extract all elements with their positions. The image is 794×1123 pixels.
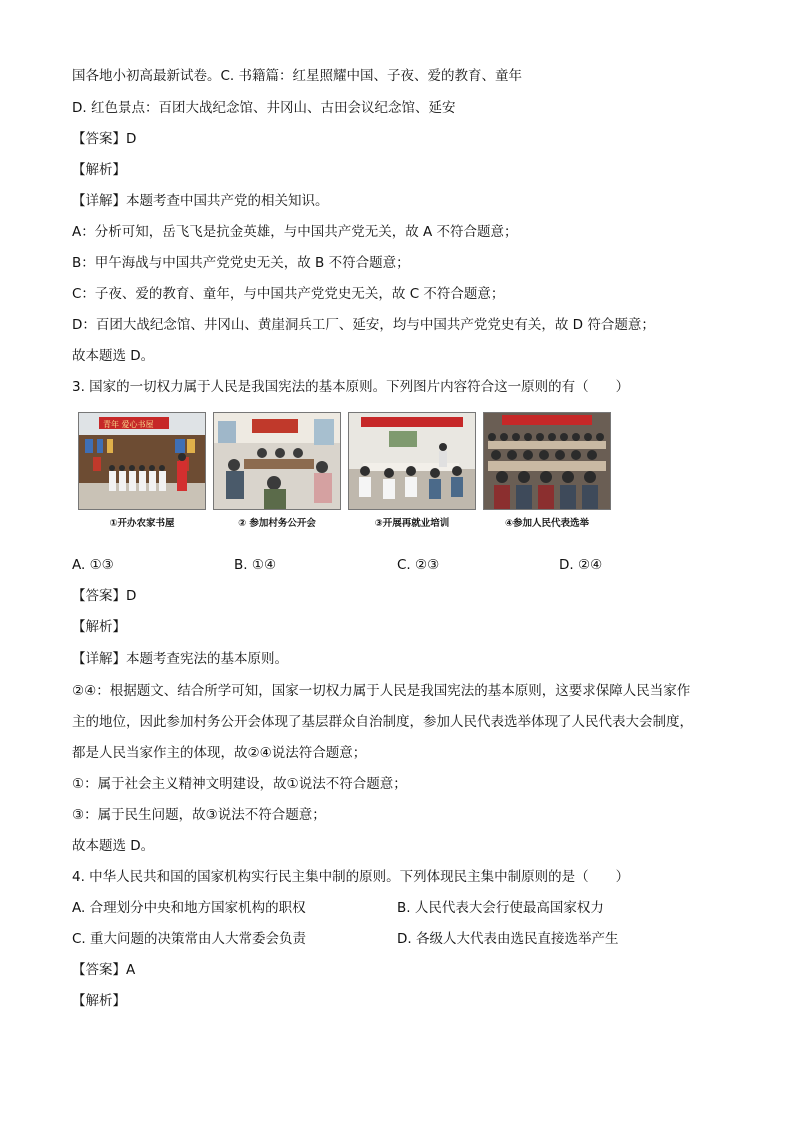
photo-election [483,412,611,510]
text-line: 故本题选 D。 [72,838,155,854]
figure-caption: ② 参加村务公开会 [238,518,316,529]
option-a: A. 合理划分中央和地方国家机构的职权 [72,900,306,916]
figure-3 [348,412,476,529]
text-line: 国各地小初高最新试卷。C. 书籍篇：红星照耀中国、子夜、爱的教育、童年 [72,68,523,84]
text-line: ②④：根据题文、结合所学可知，国家一切权力属于人民是我国宪法的基本原则，这要求保障人民当家作 [72,683,691,699]
figure-4 [483,412,611,529]
option-d: D. ②④ [559,557,603,573]
answer-label: 【答案】D [72,588,137,604]
question-3-options [72,555,732,575]
photo-job-training [348,412,476,510]
text-line: 故本题选 D。 [72,348,155,364]
text-line: 主的地位，因此参加村务公开会体现了基层群众自治制度，参加人民代表选举体现了人民代表大会制度， [72,714,693,730]
option-c: C. 重大问题的决策常由人大常委会负责 [72,931,307,947]
question-3-figures [78,412,638,532]
question-3-stem: 3. 国家的一切权力属于人民是我国宪法的基本原则。下列图片内容符合这一原则的有（ ） [72,379,630,395]
photo-bookhouse [78,412,206,510]
banner-text: 青年 爱心书屋 [103,420,154,429]
text-line: 【详解】本题考查中国共产党的相关知识。 [72,193,329,209]
answer-label: 【答案】D [72,131,137,147]
analysis-label: 【解析】 [72,993,126,1009]
question-4-options [72,898,732,950]
figure-caption: ①开办农家书屋 [109,518,175,529]
text-line: 【详解】本题考查宪法的基本原则。 [72,651,288,667]
analysis-label: 【解析】 [72,162,126,178]
text-line: 都是人民当家作主的体现，故②④说法符合题意； [72,745,367,761]
text-line: D：百团大战纪念馆、井冈山、黄崖洞兵工厂、延安，均与中国共产党党史有关，故 D 符合题意； [72,317,655,333]
option-c: C. ②③ [397,557,440,573]
option-b: B. ①④ [234,557,277,573]
text-line: D. 红色景点：百团大战纪念馆、井冈山、古田会议纪念馆、延安 [72,100,456,116]
analysis-label: 【解析】 [72,619,126,635]
figure-2 [213,412,341,529]
figure-caption: ③开展再就业培训 [374,518,450,529]
photo-village-meeting [213,412,341,510]
option-b: B. 人民代表大会行使最高国家权力 [397,900,604,916]
text-line: ③：属于民生问题，故③说法不符合题意； [72,807,326,823]
question-4-stem: 4. 中华人民共和国的国家机构实行民主集中制的原则。下列体现民主集中制原则的是（ ） [72,869,630,885]
text-line: B：甲午海战与中国共产党党史无关，故 B 不符合题意； [72,255,410,271]
figure-caption: ④参加人民代表选举 [504,518,590,529]
option-a: A. ①③ [72,557,114,573]
option-d: D. 各级人大代表由选民直接选举产生 [397,931,619,947]
figure-1 [78,412,206,529]
text-line: A：分析可知，岳飞飞是抗金英雄，与中国共产党无关，故 A 不符合题意； [72,224,518,240]
text-line: ①：属于社会主义精神文明建设，故①说法不符合题意； [72,776,407,792]
answer-label: 【答案】A [72,962,136,978]
text-line: C：子夜、爱的教育、童年，与中国共产党党史无关，故 C 不符合题意； [72,286,505,302]
